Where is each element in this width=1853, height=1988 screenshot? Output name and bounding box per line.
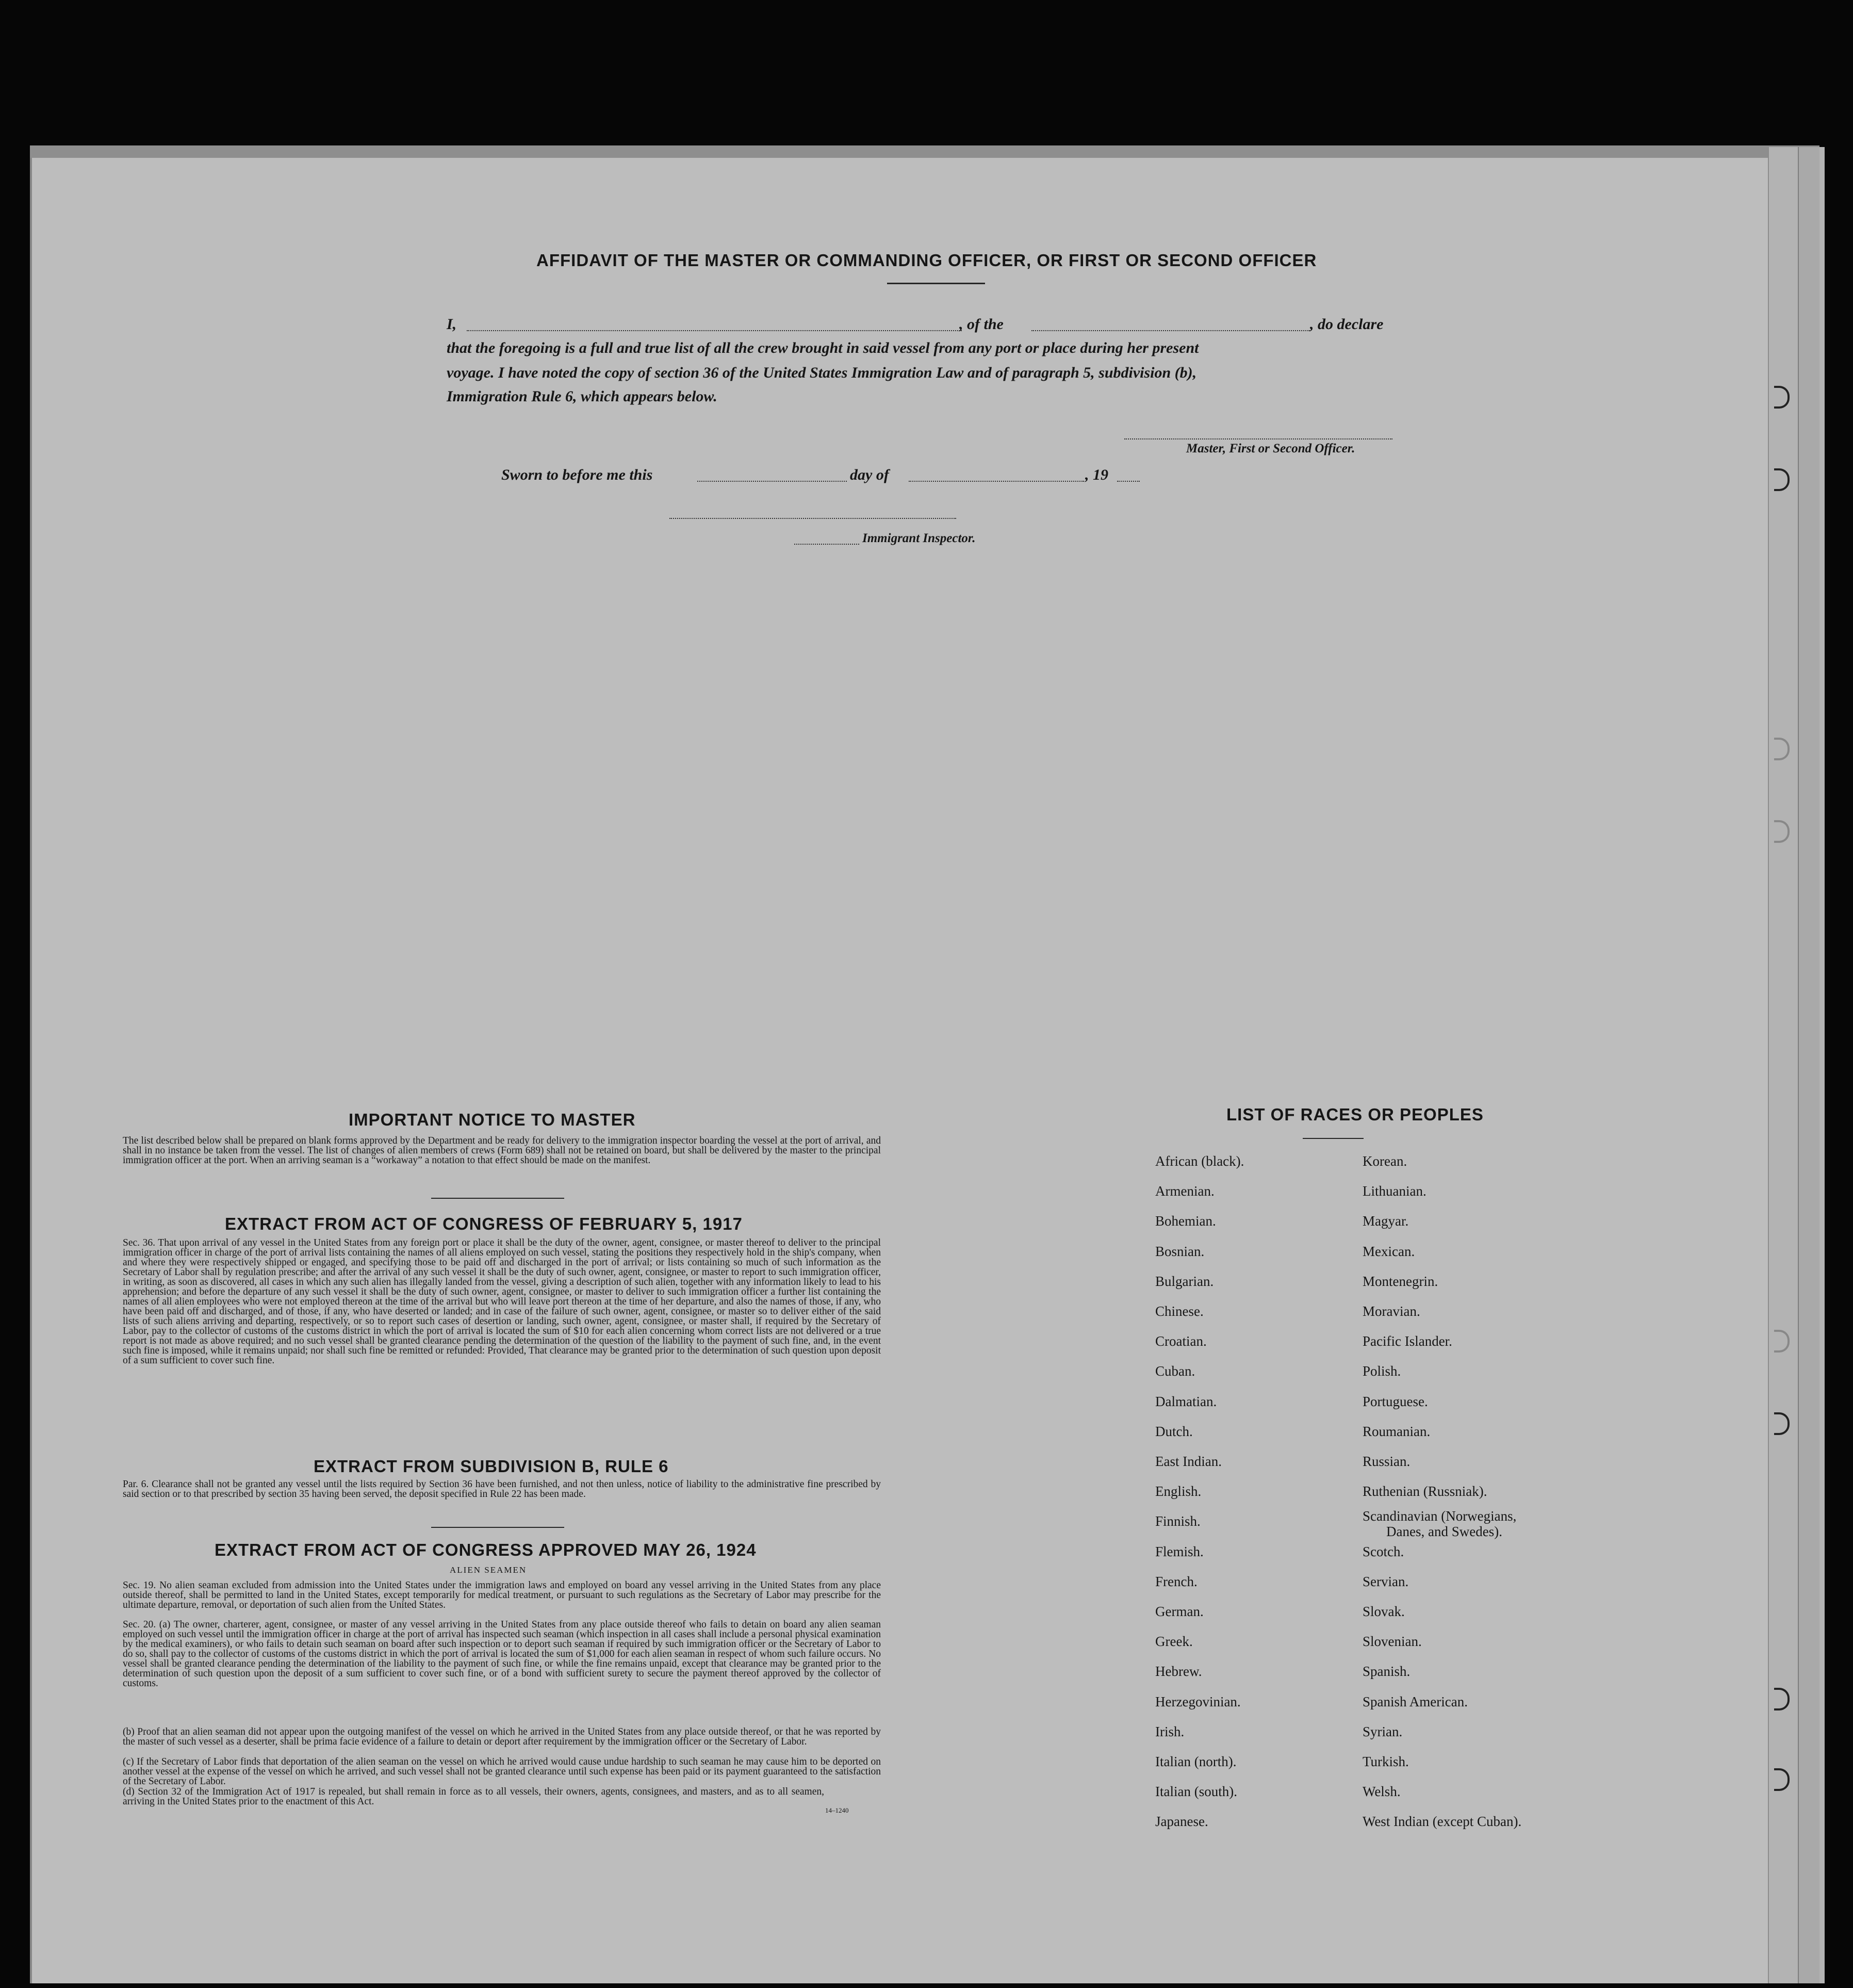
race-item: French. [1155,1573,1198,1589]
inspector-label: Immigrant Inspector. [862,531,976,545]
race-item: Herzegovinian. [1155,1693,1241,1709]
race-item: Servian. [1363,1573,1409,1589]
race-item: Italian (north). [1155,1754,1237,1769]
race-item: African (black). [1155,1153,1244,1169]
sec20c-text: (c) If the Secretary of Labor finds that deportation of the alien seaman on the vessel on which he arrived would cause undue hardship to such seaman he may cause him to be deported on another vessel at the expense of the vessel on which he arrived, and such vessel shall not be granted clearance until such expense has been paid or its payment guaranteed to the satisfaction of the Secretary of Labor. [123,1756,881,1787]
race-item: Moravian. [1363,1303,1420,1319]
sworn-year-blank [1117,481,1140,482]
inspector-signature-line-2 [794,544,859,545]
race-item: Magyar. [1363,1213,1409,1229]
race-item: Montenegrin. [1363,1273,1438,1289]
race-item: Portuguese. [1363,1393,1428,1409]
sec20d-text: (d) Section 32 of the Immigration Act of 1917 is repealed, but shall remain in force as to all vessels, their owners, agents, consignees, and masters, and as to all seamen, arriving in the United States prior to the enactment of this Act. [123,1786,824,1807]
notice-rule [431,1198,564,1199]
affidavit-line-3: voyage. I have noted the copy of section 36 of the United States Immigration Law and of paragraph 5, subdivision (b), [447,364,1197,381]
alien-seamen-subtitle: ALIEN SEAMEN [450,1565,527,1575]
race-item: Spanish. [1363,1664,1411,1680]
race-item: German. [1155,1604,1204,1619]
race-item: East Indian. [1155,1454,1222,1469]
race-item: Greek. [1155,1634,1193,1650]
sec19-text: Sec. 19. No alien seaman excluded from admission into the United States under the immigration laws and employed on board any vessel arriving in the United States from any place outside thereof, shall be permitted to land in the United States, except temporarily for medical treatment, or pursuant to such regulations as the Secretary of Labor may prescribe for the ultimate departure, removal, or deportation of such alien from the United States. [123,1580,881,1610]
vessel-name-blank [1031,330,1310,331]
sworn-day-of: day of [850,466,889,483]
sworn-day-blank [697,481,847,482]
master-name-blank [467,330,962,331]
race-item: Welsh. [1363,1784,1401,1800]
race-item: Scotch. [1363,1543,1404,1559]
race-item: Ruthenian (Russniak). [1363,1484,1487,1500]
notice-title: IMPORTANT NOTICE TO MASTER [349,1110,636,1129]
sworn-month-blank [909,481,1084,482]
race-item: Hebrew. [1155,1664,1202,1680]
affidavit-line-4: Immigration Rule 6, which appears below. [447,388,717,405]
sec20b-text: (b) Proof that an alien seaman did not appear upon the outgoing manifest of the vessel on which he arrived in the United States from any place outside thereof, or that he was reported by the master of such vessel as a deserter, shall be prima facie evidence of a failure to detain or deport after requirement by the immigration officer or the Secretary of Labor. [123,1726,881,1747]
race-item: Polish. [1363,1363,1401,1379]
race-item: Danes, and Swedes). [1386,1524,1502,1540]
binding-edge [1798,147,1819,1983]
race-item: Mexican. [1363,1243,1415,1259]
race-item: Japanese. [1155,1814,1208,1830]
affidavit-i: I, [447,316,457,333]
race-item: Bulgarian. [1155,1273,1214,1289]
race-item: English. [1155,1484,1202,1500]
race-item: West Indian (except Cuban). [1363,1814,1522,1830]
race-item: Finnish. [1155,1513,1201,1529]
affidavit-title: AFFIDAVIT OF THE MASTER OR COMMANDING OFFICER, OR FIRST OR SECOND OFFICER [536,251,1317,270]
race-item: Cuban. [1155,1363,1195,1379]
race-item: Turkish. [1363,1754,1409,1769]
sec20a-text: Sec. 20. (a) The owner, charterer, agent, consignee, or master of any vessel arriving in the United States from any place outside thereof who fails to detain on board any alien seaman employed on such vessel until the immigration officer in charge at the port of arrival has inspected such seaman (which inspection in all cases shall include a personal physical examination by the medical examiners), or who fails to detain such seaman on board after such inspection or to deport such seaman if required by such immigration officer or the Secretary of Labor to do so, shall pay to the collector of customs of the customs district in which the port of arrival is located the sum of $1,000 for each alien seaman in respect of whom such failure occurs. No vessel shall be granted clearance pending the determination of the liability to the payment of such fine, or while the fine remains unpaid, except that clearance may be granted prior to the determination of such question upon the deposit of a sum sufficient to cover such fine, or of a bond with sufficient surety to secure the payment thereof approved by the collector of customs. [123,1619,881,1689]
race-item: Dalmatian. [1155,1393,1217,1409]
race-item: Syrian. [1363,1723,1403,1739]
race-item: Slovak. [1363,1604,1405,1619]
race-item: Italian (south). [1155,1784,1237,1800]
document-page [30,147,1822,1983]
form-number: 14–1240 [825,1806,849,1814]
race-item: Slovenian. [1363,1634,1422,1650]
affidavit-of-the: , of the [959,316,1004,333]
race-item: Russian. [1363,1454,1411,1469]
title-rule [887,283,985,284]
race-item: Spanish American. [1363,1693,1468,1709]
affidavit-declare: , do declare [1310,316,1384,333]
race-item: Korean. [1363,1153,1407,1169]
races-rule [1303,1138,1364,1139]
rule6-rule [431,1527,564,1528]
race-item: Dutch. [1155,1423,1193,1439]
inspector-signature-line [669,518,956,519]
race-item: Irish. [1155,1723,1185,1739]
extract-1924-title: EXTRACT FROM ACT OF CONGRESS APPROVED MAY 26, 1924 [215,1540,757,1559]
master-signature-label: Master, First or Second Officer. [1186,442,1355,455]
sworn-text: Sworn to before me this [501,466,653,483]
notice-text: The list described below shall be prepared on blank forms approved by the Department and be ready for delivery to the immigration inspector boarding the vessel at the port of arrival, and shall in no instance be taken from the vessel. The list of changes of alien members of crews (Form 689) shall not be retained on board, but shall be delivered by the master to the principal immigration officer at the port. When an arriving seaman is a “workaway” a notation to that effect should be made on the manifest. [123,1135,881,1166]
extract-rule6-text: Par. 6. Clearance shall not be granted any vessel until the lists required by Section 36 have been furnished, and not then unless, notice of liability to the administrative fine prescribed by said section or to that prescribed by section 35 having been served, the deposit specified in Rule 22 has been made. [123,1479,881,1500]
race-item: Armenian. [1155,1183,1215,1199]
race-item: Lithuanian. [1363,1183,1426,1199]
race-item: Roumanian. [1363,1423,1431,1439]
race-item: Pacific Islander. [1363,1333,1452,1349]
master-signature-line [1124,438,1392,439]
race-item: Bohemian. [1155,1213,1216,1229]
races-title: LIST OF RACES OR PEOPLES [1226,1105,1484,1124]
page-top-edge [30,145,1819,158]
race-item: Scandinavian (Norwegians, [1363,1508,1517,1524]
race-item: Bosnian. [1155,1243,1205,1259]
race-item: Flemish. [1155,1543,1204,1559]
race-item: Chinese. [1155,1303,1204,1319]
extract-1917-title: EXTRACT FROM ACT OF CONGRESS OF FEBRUARY 5, 1917 [225,1214,743,1233]
extract-rule6-title: EXTRACT FROM SUBDIVISION B, RULE 6 [314,1457,669,1476]
sworn-year: , 19 [1085,466,1108,483]
race-item: Croatian. [1155,1333,1207,1349]
affidavit-line-2: that the foregoing is a full and true list of all the crew brought in said vessel from any port or place during her present [447,339,1199,356]
extract-1917-text: Sec. 36. That upon arrival of any vessel in the United States from any foreign port or place it shall be the duty of the owner, agent, consignee, or master thereof to deliver to the principal immigration officer in charge of the port of arrival lists containing the names of all aliens employed on such vessel, stating the positions they respectively hold in the ship's company, when and where they were respectively shipped or engaged, and specifying those to be paid off and discharged in the port of arrival; or lists containing so much of such information as the Secretary of Labor shall by regulation prescribe; and after the arrival of any such vessel it shall be the duty of such owner, agent, consignee, or master to report to such immigration officer, in writing, as soon as discovered, all cases in which any such alien has illegally landed from the vessel, giving a description of such alien, together with any information likely to lead to his apprehension; and before the departure of any such vessel it shall be the duty of such owner, agent, consignee, or master to deliver to such immigration officer a further list containing the names of all alien employees who were not employed thereon at the time of the arrival but who will leave port thereon at the time of her departure, and also the names of those, if any, who have been paid off and discharged, and of those, if any, who have deserted or landed; and in case of the failure of such owner, agent, consignee, or master so to deliver either of the said lists of such aliens arriving and departing, respectively, or so to report such cases of desertion or landing, such owner, agent, consignee, or master shall, if required by the Secretary of Labor, pay to the collector of customs of the customs district in which the port of arrival is located the sum of $10 for each alien concerning whom correct lists are not delivered or a true report is not made as above required; and no such vessel shall be granted clearance pending the determination of the question of the liability to the payment of such fine, and, in the event such fine is imposed, while it remains unpaid; nor shall such fine be remitted or refunded: Provided, That clearance may be granted prior to the determination of such question upon deposit of a sum sufficient to cover such fine. [123,1237,881,1366]
